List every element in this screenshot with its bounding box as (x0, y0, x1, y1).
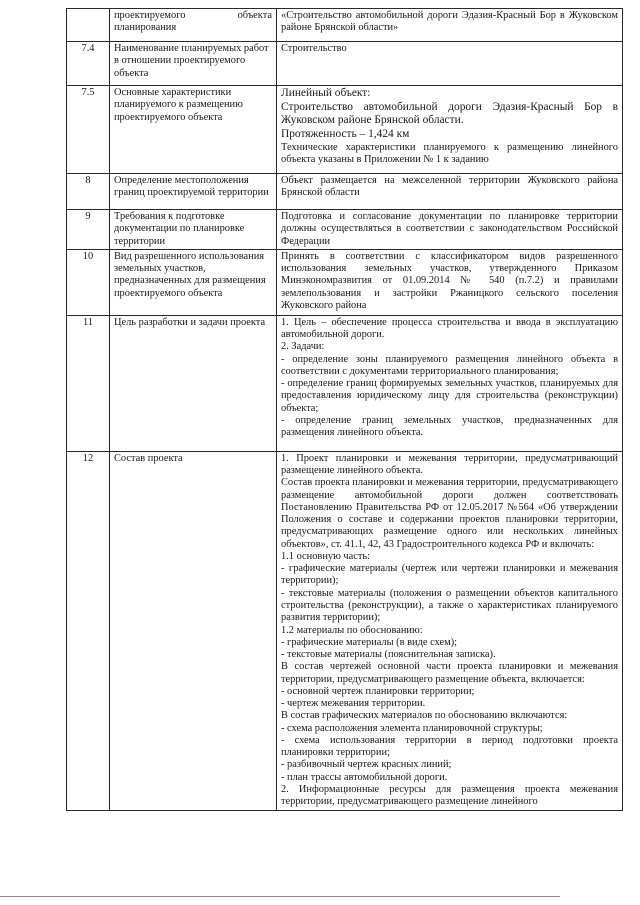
table-row (67, 9, 623, 42)
page-bottom-rule (0, 896, 560, 897)
row-number: 10 (67, 249, 110, 315)
row-number: 9 (67, 210, 110, 250)
row-number: 7.4 (67, 42, 110, 86)
row-title: Определение местоположения границ проектируемой территории (110, 174, 277, 210)
table-row (67, 249, 623, 315)
row-number (67, 9, 110, 42)
row-content: Строительство (277, 42, 623, 86)
specification-table (66, 8, 623, 811)
table-row (67, 42, 623, 86)
row-title: Требования к подготовке документации по планировке территории (110, 210, 277, 250)
table-row (67, 86, 623, 174)
row-title: проектируемого объекта планирования (110, 9, 277, 42)
row-number: 12 (67, 451, 110, 810)
row-title: Основные характеристики планируемого к размещению проектируемого объекта (110, 86, 277, 174)
row-content: 1. Цель – обеспечение процесса строительства и ввода в эксплуатацию автомобильной дороги. 2. Задачи: - определение зоны планируемого размещения линейного объекта в соответствии с документами территориального планирования; - определение границ формируемых земельных участков, планируемых для предоставления юридическому лицу для строительства (реконструкции) объекта; - определение границ земельных участков, предназначенных для размещения линейного объекта. (277, 315, 623, 451)
row-title: Цель разработки и задачи проекта (110, 315, 277, 451)
row-content: Подготовка и согласование документации по планировке территории должны осуществляться в соответствии с законодательством Российской Федерации (277, 210, 623, 250)
row-content: 1. Проект планировки и межевания территории, предусматривающий размещение линейного объекта. Состав проекта планировки и межевания территории, предусматривающего размещение автомобильной дороги должен соответствовать Постановлению Правительства РФ от 12.05.2017 №564 «Об утверждении Положения о составе и содержании проектов планировки территории, предусматривающих размещение одного или нескольких линейных объектов», ст. 41.1, 42, 43 Градостроительного кодекса РФ и включать: 1.1 основную часть: - графические материалы (чертеж или чертежи планировки и межевания территории); - текстовые материалы (положения о размещении объектов капитального строительства (реконструкции), а также о характеристиках планируемого развития территории); 1.2 материалы по обоснованию: - графические материалы (в виде схем); - текстовые материалы (пояснительная записка). В состав чертежей основной части проекта планировки и межевания территории, предусматривающего размещение объекта, включается: - основной чертеж планировки территории; - чертеж межевания территории. В состав графических материалов по обоснованию включаются: - схема расположения элемента планировочной структуры; - схема использования территории в период подготовки проекта планировки территории; - разбивочный чертеж красных линий; - план трассы автомобильной дороги. 2. Информационные ресурсы для размещения проекта межевания территории, предусматривающего размещение линейного (277, 451, 623, 810)
row-title: Состав проекта (110, 451, 277, 810)
row-number: 7.5 (67, 86, 110, 174)
row-content: «Строительство автомобильной дороги Эдазия-Красный Бор в Жуковском районе Брянской области» (277, 9, 623, 42)
row-content: Принять в соответствии с классификатором видов разрешенного использования земельных участков, утвержденного Приказом Минэкономразвития от 01.09.2014 № 540 (п.7.2) и правилами землепользования и застройки Ржаницкого сельского поселения Жуковского района (277, 249, 623, 315)
table-row (67, 315, 623, 451)
row-content: Объект размещается на межселенной территории Жуковского района Брянской области (277, 174, 623, 210)
table-row (67, 210, 623, 250)
row-number: 8 (67, 174, 110, 210)
table-row (67, 451, 623, 810)
row-title: Наименование планируемых работ в отношении проектируемого объекта (110, 42, 277, 86)
row-title: Вид разрешенного использования земельных участков, предназначенных для размещения проектируемого объекта (110, 249, 277, 315)
table-row (67, 174, 623, 210)
row-number: 11 (67, 315, 110, 451)
row-content: Линейный объект: Строительство автомобильной дороги Эдазия-Красный Бор в Жуковском районе Брянской области. Протяженность – 1,424 км Технические характеристики планируемого к размещению линейного объекта указаны в Приложении № 1 к заданию (277, 86, 623, 174)
